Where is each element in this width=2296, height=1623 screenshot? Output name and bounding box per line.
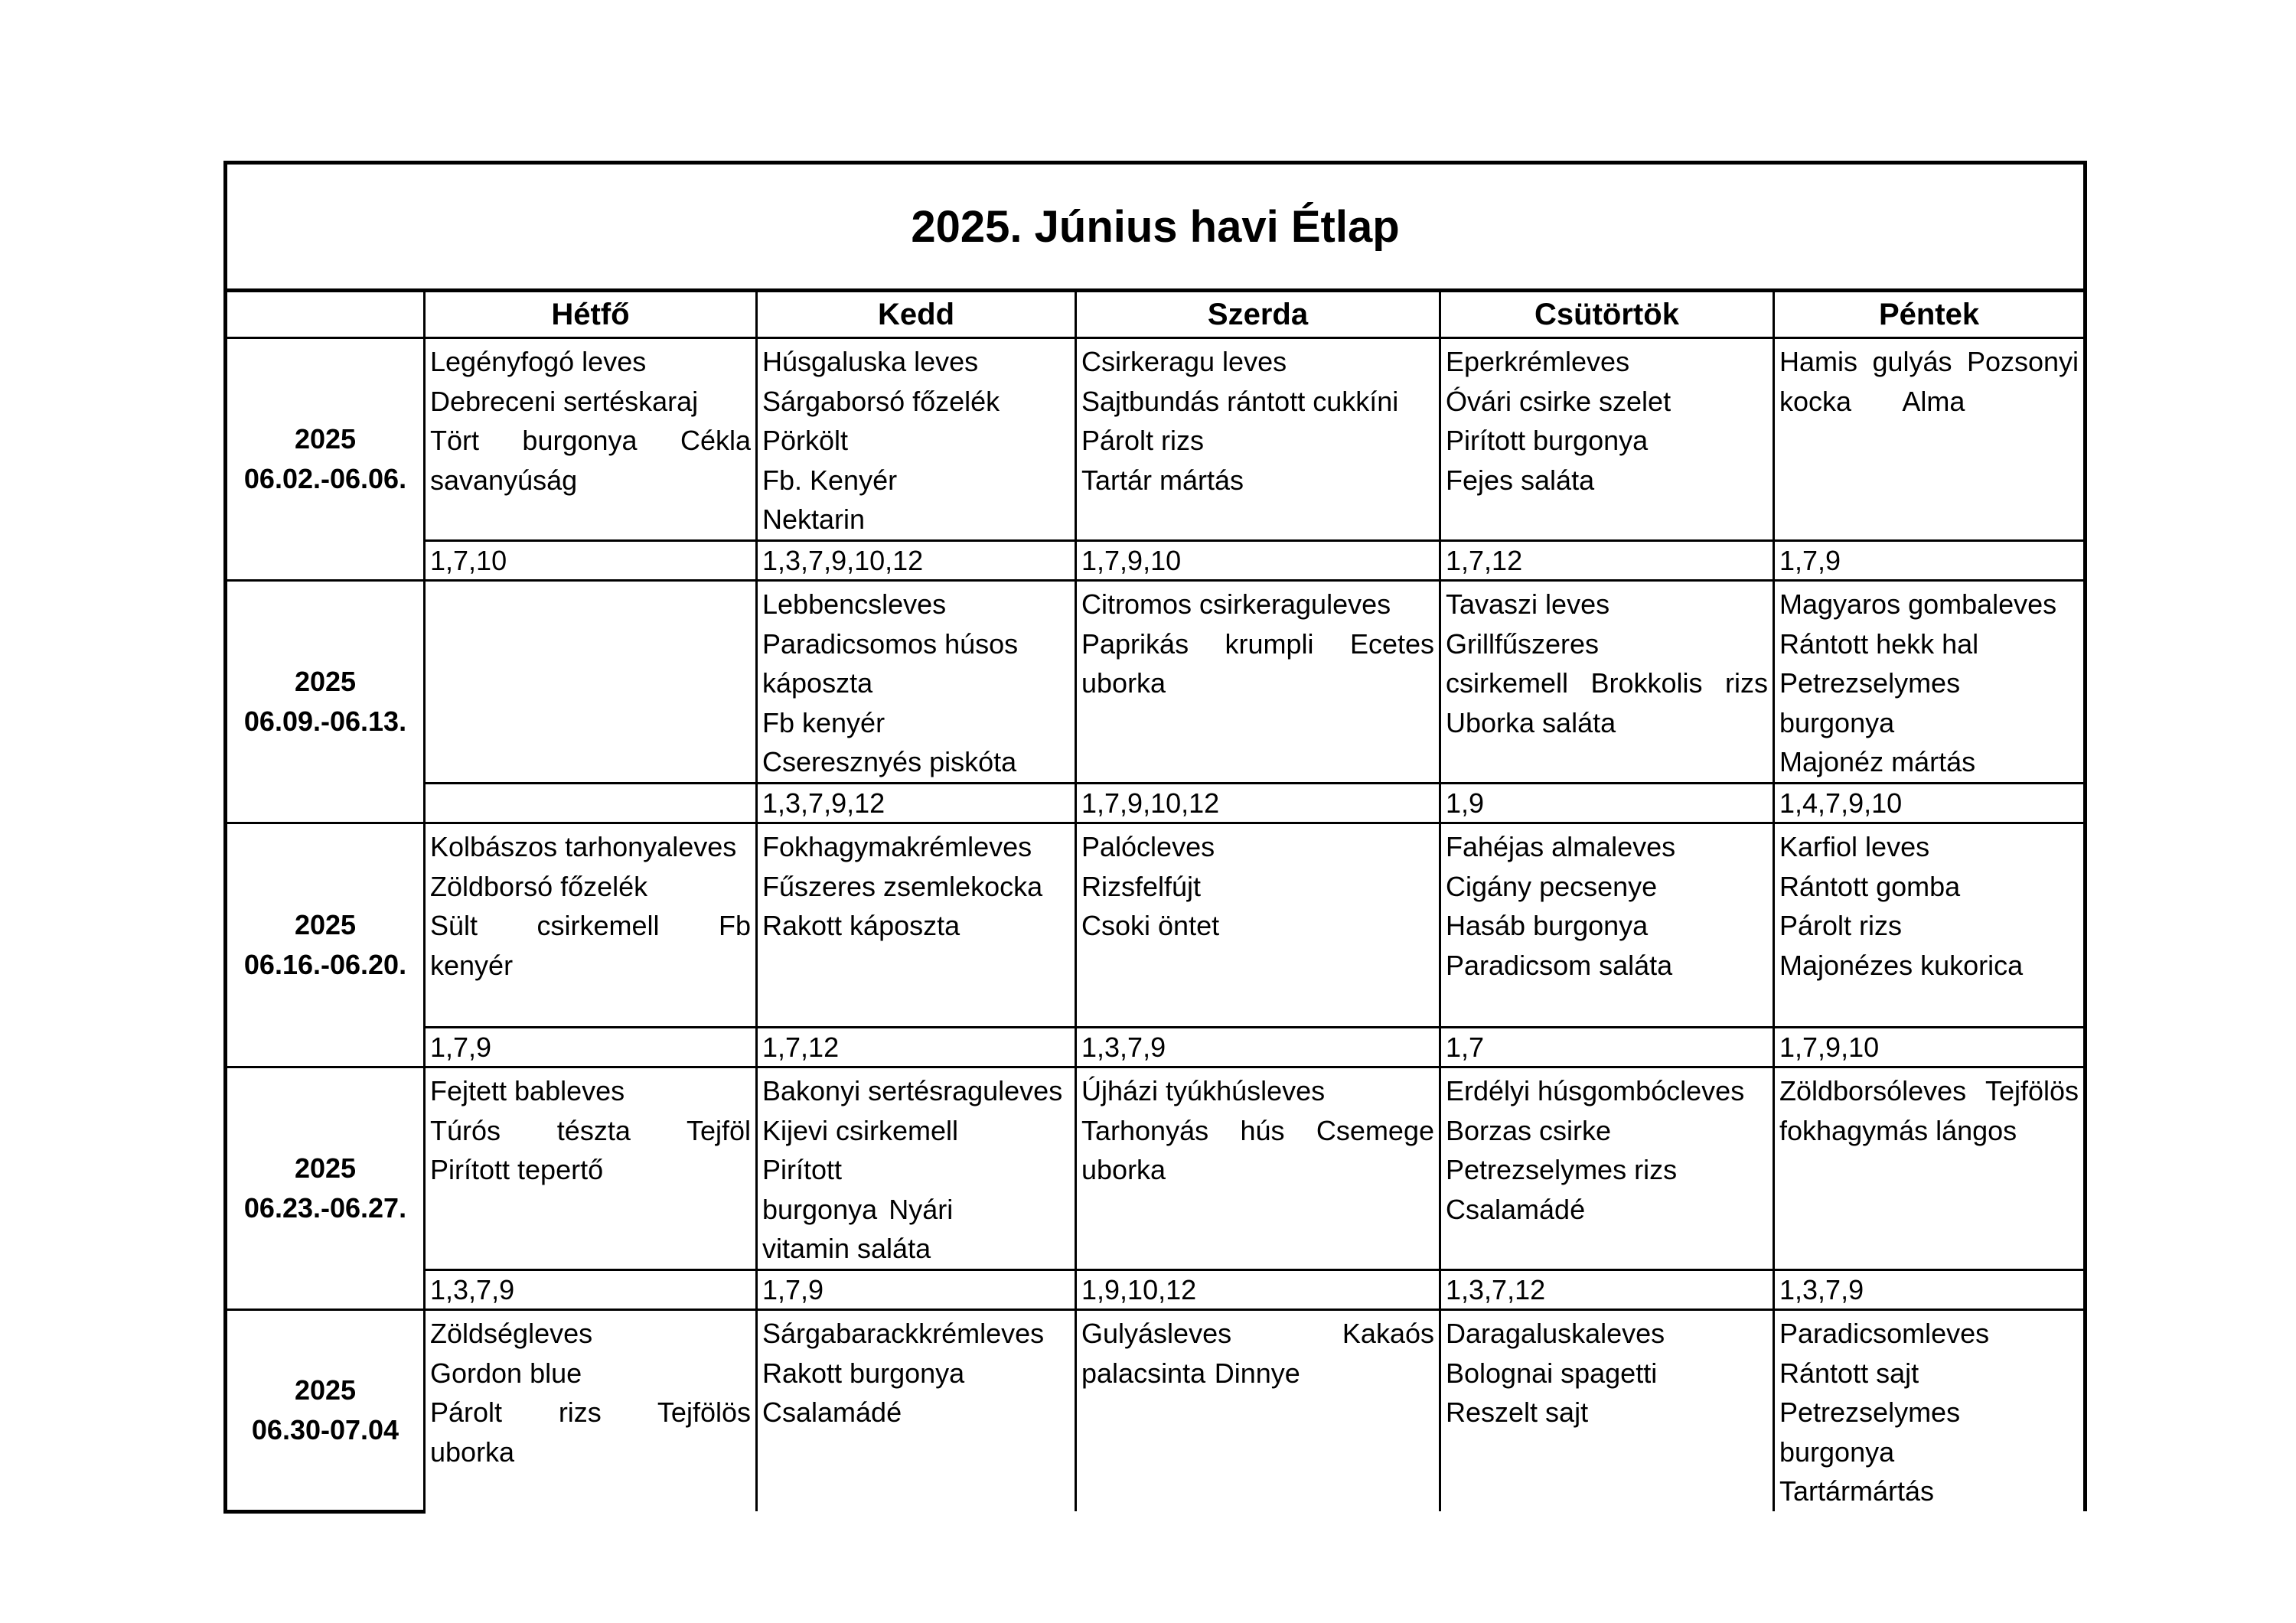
week-year: 2025 [294,1374,357,1406]
week-dish-row [226,1310,2086,1512]
menu-cell [757,581,1076,784]
dish-line: Zöldborsóleves Tejfölös [1779,1075,2079,1106]
page-title: 2025. Június havi Étlap [226,163,2086,291]
dish-line: Majonéz mártás [1779,746,1976,777]
dish-line: Citromos csirkeraguleves [1081,588,1391,620]
menu-cell [1076,338,1440,541]
menu-cell [425,1067,757,1270]
allergen-codes: 1,3,7,9,10,12 [757,541,1076,581]
menu-cell [757,338,1076,541]
dish-line: Tartár mártás [1081,464,1244,496]
dish-line: Petrezselymes burgonya [1779,667,1961,738]
dish-line: Kolbászos tarhonyaleves [430,831,737,862]
dish-line: Fejes saláta [1446,464,1595,496]
menu-cell [1440,1067,1774,1270]
allergen-codes: 1,7,12 [757,1028,1076,1067]
dish-line: csirkemell Brokkolis rizs [1446,667,1768,699]
allergen-codes: 1,7,9,10 [1774,1028,2086,1067]
dish-line: uborka [1081,667,1166,699]
menu-cell [1440,823,1774,1028]
dish-line: Paradicsom saláta [1446,949,1673,981]
dish-line: Tört burgonya Cékla [430,425,751,456]
week-year: 2025 [294,666,357,697]
allergen-codes: 1,7,9 [1774,541,2086,581]
menu-cell [1774,338,2086,541]
allergen-codes: 1,7,10 [425,541,757,581]
dish-line: Sült csirkemell Fb [430,910,751,941]
week-dish-row [226,338,2086,541]
week-dish-row [226,823,2086,1028]
week-dish-row [226,581,2086,784]
dish-line: Zöldborsó főzelék [430,870,648,902]
dish-line: Csalamádé [762,1396,902,1428]
dish-line: Debreceni sertéskaraj [430,385,699,417]
dish-line: Tavaszi leves Grillfűszeres [1446,588,1610,660]
dish-line: Sajtbundás rántott cukkíni [1081,385,1399,417]
dish-line: Fb. Kenyér [762,464,898,496]
allergen-codes: 1,3,7,9,12 [757,784,1076,823]
allergen-codes: 1,3,7,9 [425,1270,757,1310]
allergen-row [226,541,2086,581]
dish-line: Párolt rizs [1081,425,1205,456]
menu-cell [757,1067,1076,1270]
day-header: Kedd [757,291,1076,338]
dish-line: Palócleves [1081,831,1215,862]
week-dish-row [226,1067,2086,1270]
week-label [226,338,425,581]
week-range: 06.23.-06.27. [243,1192,407,1224]
allergen-row [226,784,2086,823]
dish-line: vitamin saláta [762,1233,931,1264]
dish-line: fokhagymás lángos [1779,1114,2017,1146]
allergen-codes: 1,3,7,9 [1076,1028,1440,1067]
dish-line: Pirított burgonya [1446,425,1649,456]
dish-line: Rántott gomba [1779,870,1961,902]
menu-cell [1440,1310,1774,1512]
dish-line: Fokhagymakrémleves [762,831,1032,862]
dish-line: Csalamádé [1446,1193,1586,1225]
menu-cell [1774,581,2086,784]
dish-line: Fűszeres zsemlekocka [762,870,1043,902]
menu-cell [1076,1310,1440,1512]
dish-line: Rakott burgonya [762,1357,965,1389]
dish-line: Legényfogó leves [430,346,647,377]
week-range: 06.02.-06.06. [243,463,407,494]
menu-cell [425,823,757,1028]
dish-line: Cseresznyés piskóta [762,746,1017,777]
dish-line: Paradicsomos húsos [762,627,1019,660]
dish-line: Nektarin [762,504,866,535]
menu-table [223,161,2087,1514]
dish-line: Daragaluskaleves [1446,1318,1665,1349]
week-year: 2025 [294,909,357,940]
dish-line: Túrós tészta Tejföl [430,1114,751,1146]
week-label [226,1310,425,1512]
menu-cell [425,581,757,784]
dish-line: savanyúság [430,464,578,496]
dish-line: Sárgabarackkrémleves [762,1318,1045,1349]
dish-line: Pirított tepertő [430,1154,604,1185]
week-label [226,823,425,1067]
week-range: 06.09.-06.13. [243,706,407,737]
dish-line: Gordon blue [430,1357,582,1389]
week-range: 06.30-07.04 [251,1413,400,1445]
allergen-codes: 1,3,7,12 [1440,1270,1774,1310]
dish-line: Petrezselymes burgonya [1779,1396,1961,1468]
allergen-row [226,1028,2086,1067]
dish-line: Tarhonyás hús Csemege [1081,1114,1434,1146]
dish-line: Tartármártás [1779,1475,1935,1507]
dish-line: Gulyásleves Kakaós [1081,1318,1434,1349]
day-header: Hétfő [425,291,757,338]
allergen-codes: 1,7 [1440,1028,1774,1067]
dish-line: Rakott káposzta [762,910,960,941]
dish-line: uborka [1081,1154,1166,1185]
allergen-row [226,1270,2086,1310]
dish-line: Húsgaluska leves [762,346,979,377]
day-header: Péntek [1774,291,2086,338]
day-header: Szerda [1076,291,1440,338]
dish-line: Fb kenyér [762,706,885,738]
dish-line: Erdélyi húsgombócleves [1446,1075,1745,1106]
menu-cell [757,1310,1076,1512]
dish-line: kenyér [430,949,514,981]
allergen-codes: 1,7,9,10,12 [1076,784,1440,823]
week-year: 2025 [294,1152,357,1184]
allergen-codes: 1,9 [1440,784,1774,823]
dish-line: Petrezselymes rizs [1446,1154,1678,1185]
dish-line: Borzas csirke [1446,1114,1612,1146]
menu-cell [1440,338,1774,541]
dish-line: Óvári csirke szelet [1446,385,1671,417]
allergen-codes: 1,7,9 [757,1270,1076,1310]
dish-line: Párolt rizs [1779,910,1903,941]
dish-line: Pirított burgonya Nyári [762,1154,954,1225]
allergen-codes: 1,7,12 [1440,541,1774,581]
allergen-codes [425,784,757,823]
dish-line: Lebbencsleves [762,588,947,620]
week-year: 2025 [294,423,357,455]
dish-line: Magyaros gombaleves [1779,588,2057,620]
dish-line: uborka [430,1436,515,1468]
dish-line: Cigány pecsenye [1446,870,1658,902]
menu-cell [425,338,757,541]
dish-line: Paradicsomleves [1779,1318,1990,1349]
week-label [226,581,425,823]
allergen-codes: 1,7,9 [425,1028,757,1067]
menu-cell [1076,823,1440,1028]
dish-line: Csoki öntet [1081,910,1220,941]
dish-line: Bolognai spagetti [1446,1357,1658,1389]
dish-line: Hasáb burgonya [1446,910,1649,941]
dish-line: Karfiol leves [1779,831,1930,862]
dish-line: Pörkölt [762,425,849,456]
menu-cell [425,1310,757,1512]
dish-line: Sárgaborsó főzelék [762,385,1000,417]
dish-line: Újházi tyúkhúsleves [1081,1075,1326,1106]
dish-line: Bakonyi sertésraguleves [762,1075,1063,1106]
dish-line: Zöldségleves [430,1318,593,1349]
dish-line: Hamis gulyás Pozsonyi [1779,346,2079,377]
dish-line: Majonézes kukorica [1779,949,2024,981]
menu-cell [1076,1067,1440,1270]
allergen-codes: 1,7,9,10 [1076,541,1440,581]
menu-cell [757,823,1076,1028]
allergen-codes: 1,9,10,12 [1076,1270,1440,1310]
menu-cell [1076,581,1440,784]
dish-line: káposzta [762,667,873,699]
dish-line: Kijevi csirkemell [762,1114,959,1146]
dish-line: Rántott sajt [1779,1357,1919,1389]
menu-cell [1774,1310,2086,1512]
menu-cell [1774,1067,2086,1270]
dish-line: Rizsfelfújt [1081,870,1202,902]
week-label [226,1067,425,1310]
dish-line: Párolt rizs Tejfölös [430,1396,751,1428]
dish-line: Csirkeragu leves [1081,346,1287,377]
dish-line: Reszelt sajt [1446,1396,1589,1428]
allergen-codes: 1,4,7,9,10 [1774,784,2086,823]
day-header: Csütörtök [1440,291,1774,338]
dish-line: Fejtett bableves [430,1075,625,1106]
menu-cell [1440,581,1774,784]
header-corner [226,291,425,338]
menu-cell [1774,823,2086,1028]
dish-line: Uborka saláta [1446,706,1616,738]
dish-line: Fahéjas almaleves [1446,831,1676,862]
allergen-codes: 1,3,7,9 [1774,1270,2086,1310]
dish-line: Rántott hekk hal [1779,627,1979,660]
week-range: 06.16.-06.20. [243,949,407,980]
day-header-row [226,291,2086,338]
dish-line: Eperkrémleves [1446,346,1630,377]
dish-line: kocka Alma [1779,385,1965,417]
dish-line: palacsinta Dinnye [1081,1357,1300,1389]
dish-line: Paprikás krumpli Ecetes [1081,627,1434,660]
